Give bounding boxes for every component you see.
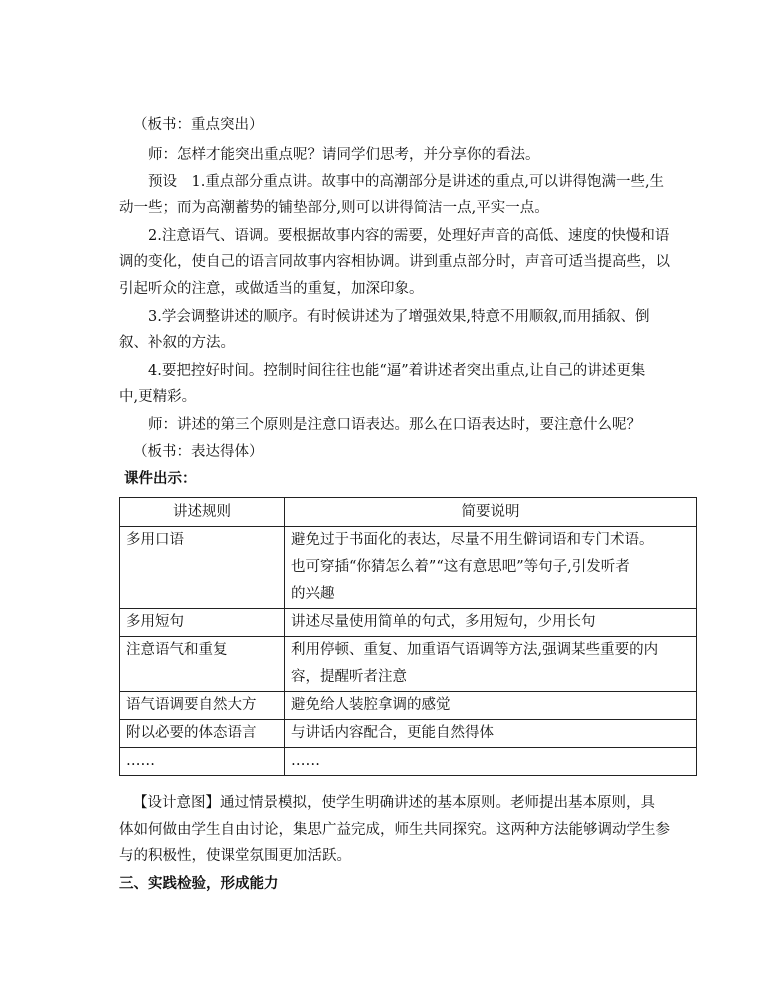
table-row (120, 748, 697, 776)
rule-cell: 多用口语 (120, 527, 285, 609)
table-header-rule: 讲述规则 (120, 498, 285, 527)
desc-cell (285, 748, 697, 776)
board-note-expression: （板书：表达得体） (133, 444, 264, 460)
board-note-highlight: （板书：重点突出） (133, 117, 264, 133)
rule-cell: 多用短句 (120, 609, 285, 637)
desc-line: 利用停顿、重复、加重语气语调等方法,强调某些重要的内 (291, 642, 659, 658)
section-heading: 三、实践检验，形成能力 (119, 875, 279, 892)
design-intent-line-3: 与的积极性，使课堂氛围更加活跃。 (119, 848, 351, 864)
teacher-third-principle: 师：讲述的第三个原则是注意口语表达。那么在口语表达时，要注意什么呢？ (148, 417, 641, 433)
rule-cell: …… (120, 748, 285, 776)
preset-line-2: 动一些；而为高潮蓄势的铺垫部分,则可以讲得简洁一点,平实一点。 (119, 200, 549, 216)
table-header-desc: 简要说明 (285, 498, 697, 527)
desc-cell (285, 637, 697, 692)
desc-line: 的兴趣 (291, 586, 335, 602)
table-header-row (120, 498, 697, 527)
desc-cell (285, 720, 697, 748)
point2-line-3: 引起听众的注意，或做适当的重复，加深印象。 (119, 281, 424, 297)
table-row (120, 720, 697, 748)
desc-line: 也可穿插“你猜怎么着”“这有意思吧”等句子,引发听者 (291, 559, 630, 575)
rule-cell: 附以必要的体态语言 (120, 720, 285, 748)
rule-cell: 注意语气和重复 (120, 637, 285, 692)
point2-line-1: 2.注意语气、语调。要根据故事内容的需要，处理好声音的高低、速度的快慢和语 (148, 228, 670, 244)
desc-cell (285, 609, 697, 637)
desc-line: …… (291, 753, 320, 769)
desc-cell (285, 527, 697, 609)
table-row (120, 609, 697, 637)
desc-line: 避免给人装腔拿调的感觉 (291, 697, 451, 713)
courseware-label: 课件出示： (124, 470, 197, 487)
table-row (120, 527, 697, 609)
design-intent-line-1: 【设计意图】通过情景模拟，使学生明确讲述的基本原则。老师提出基本原则，具 (133, 795, 655, 811)
point3-line-2: 叙、补叙的方法。 (119, 335, 235, 351)
rule-cell: 语气语调要自然大方 (120, 692, 285, 720)
point4-line-1: 4.要把控好时间。控制时间往往也能“逼”着讲述者突出重点,让自己的讲述更集 (148, 363, 646, 379)
desc-line: 避免过于书面化的表达，尽量不用生僻词语和专门术语。 (291, 532, 654, 548)
rules-table (119, 497, 697, 776)
desc-line: 讲述尽量使用简单的句式，多用短句，少用长句 (291, 614, 596, 630)
teacher-question: 师：怎样才能突出重点呢？请同学们思考，并分享你的看法。 (148, 147, 540, 163)
desc-cell (285, 692, 697, 720)
table-row (120, 692, 697, 720)
table-row (120, 637, 697, 692)
desc-line: 容，提醒听者注意 (291, 669, 407, 685)
design-intent-line-2: 体如何做由学生自由讨论，集思广益完成，师生共同探究。这两种方法能够调动学生参 (119, 822, 670, 838)
point3-line-1: 3.学会调整讲述的顺序。有时候讲述为了增强效果,特意不用顺叙,而用插叙、倒 (148, 309, 650, 325)
point4-line-2: 中,更精彩。 (119, 389, 197, 405)
desc-line: 与讲话内容配合，更能自然得体 (291, 725, 494, 741)
point2-line-2: 调的变化，使自己的语言同故事内容相协调。讲到重点部分时，声音可适当提高些，以 (119, 254, 670, 270)
preset-line-1: 预设 1.重点部分重点讲。故事中的高潮部分是讲述的重点,可以讲得饱满一些,生 (148, 174, 665, 190)
